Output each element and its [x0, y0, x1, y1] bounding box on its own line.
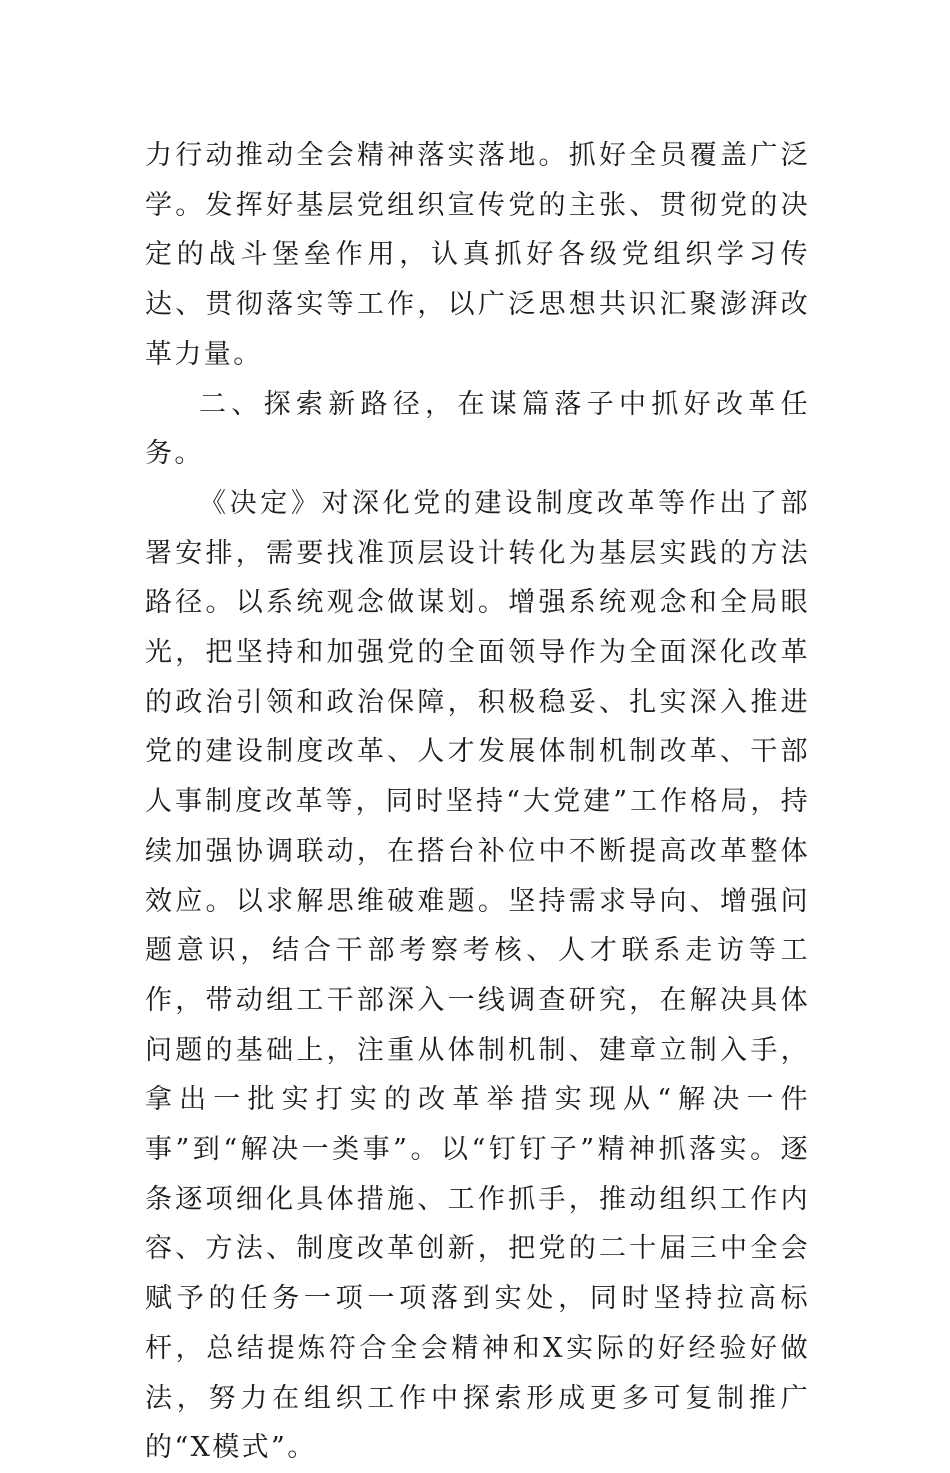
paragraph-continuation: 力行动推动全会精神落实落地。抓好全员覆盖广泛学。发挥好基层党组织宣传党的主张、贯彻党的决定的战斗堡垒作用，认真抓好各级党组织学习传达、贯彻落实等工作，以广泛思想共识汇聚澎湃改革力量。 [145, 140, 810, 370]
section-heading: 二、探索新路径，在谋篇落子中抓好改革任务。 [145, 388, 810, 470]
paragraph-body: 《决定》对深化党的建设制度改革等作出了部署安排，需要找准顶层设计转化为基层实践的方法路径。以系统观念做谋划。增强系统观念和全局眼光，把坚持和加强党的全面领导作为全面深化改革的政治引领和政治保障，积极稳妥、扎实深入推进党的建设制度改革、人才发展体制机制改革、干部人事制度改革等，同时坚持“大党建”工作格局，持续加强协调联动，在搭台补位中不断提高改革整体效应。以求解思维破难题。坚持需求导向、增强问题意识，结合干部考察考核、人才联系走访等工作，带动组工干部深入一线调查研究，在解决具体问题的基础上，注重从体制机制、建章立制入手，拿出一批实打实的改革举措实现从“解决一件事”到“解决一类事”。以“钉钉子”精神抓落实。逐条逐项细化具体措施、工作抓手，推动组织工作内容、方法、制度改革创新，把党的二十届三中全会赋予的任务一项一项落到实处，同时坚持拉高标杆，总结提炼符合全会精神和X实际的好经验好做法，努力在组织工作中探索形成更多可复制推广的“X模式”。 [145, 487, 810, 1464]
document-body [145, 131, 810, 1473]
